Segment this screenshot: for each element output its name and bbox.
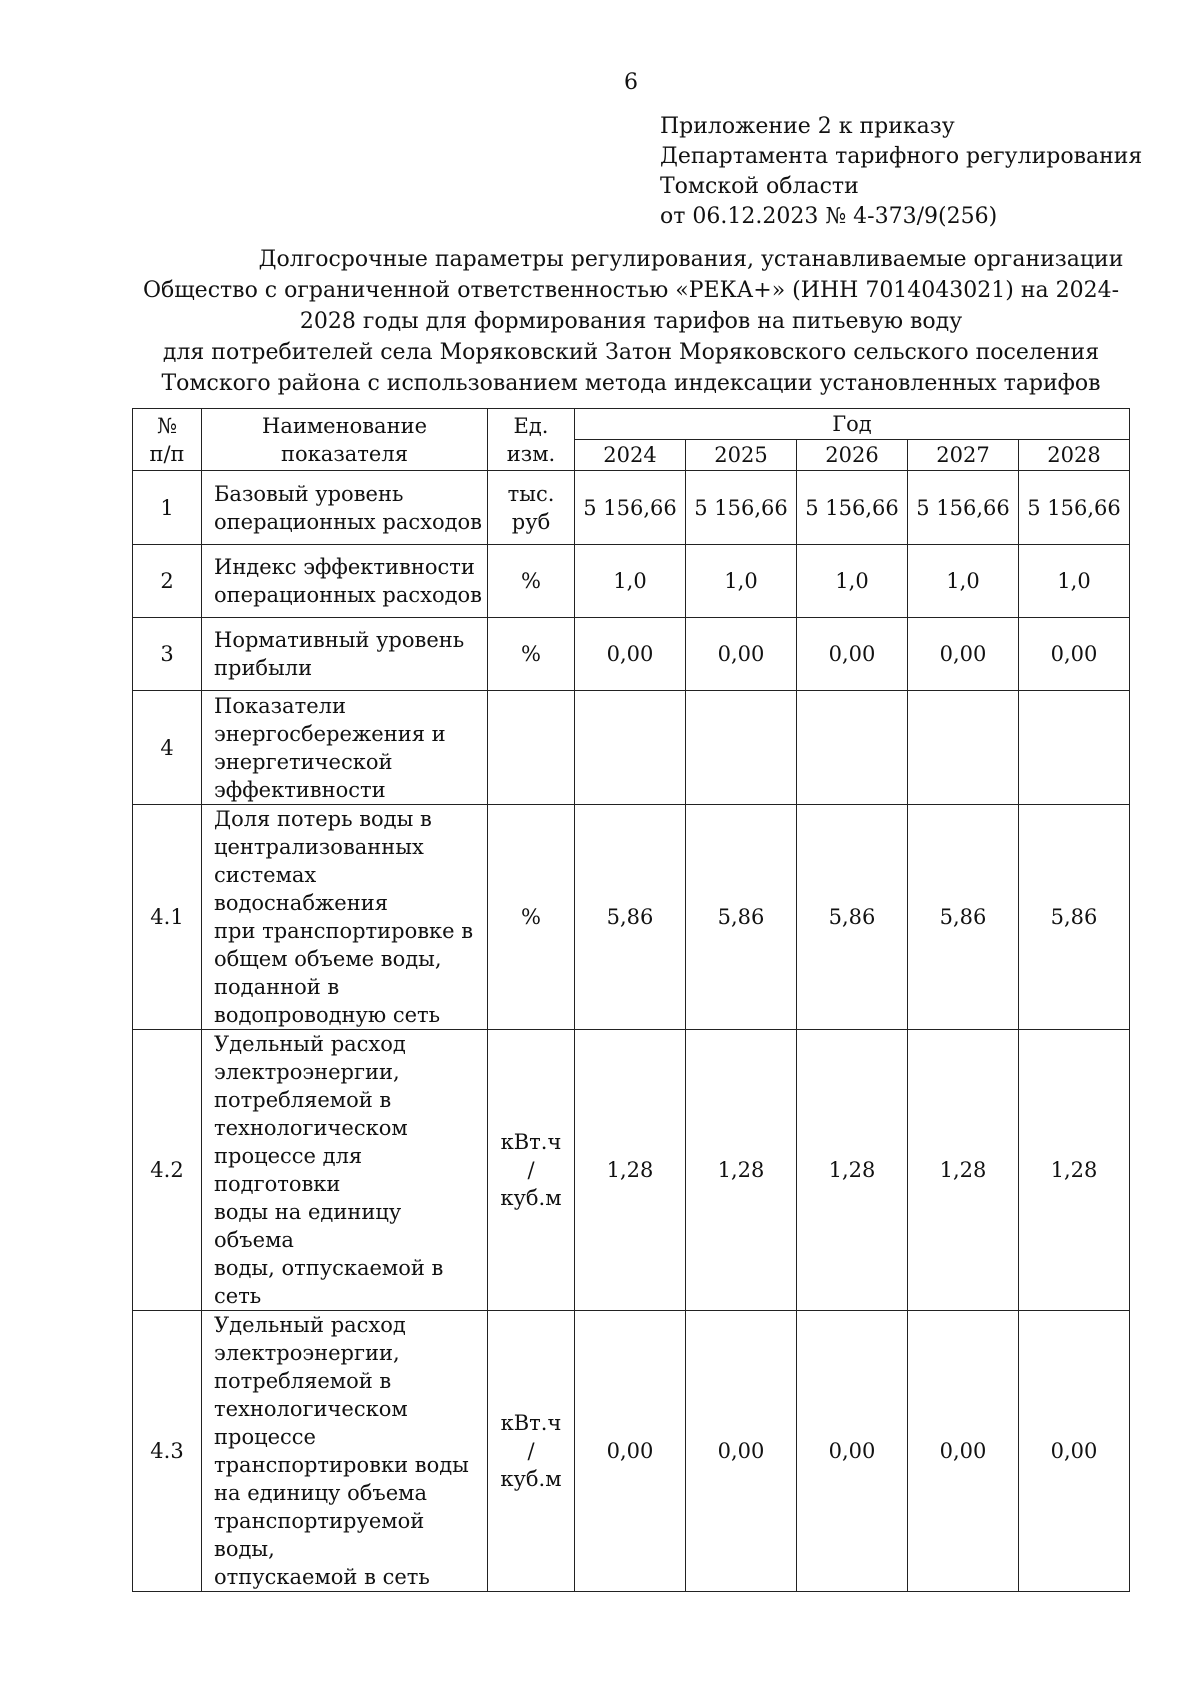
unit	[488, 805, 575, 1030]
unit	[488, 618, 575, 691]
indicator-name-line: транспортируемой воды,	[214, 1509, 425, 1561]
year-value: 5,86	[908, 805, 1019, 1030]
header-unit	[488, 409, 575, 471]
unit	[488, 691, 575, 805]
title-line: Томского района с использованием метода индексации установленных тарифов	[161, 371, 1101, 396]
table-row	[133, 1030, 1130, 1311]
appendix-header	[660, 112, 1142, 232]
table-row	[133, 805, 1130, 1030]
header-year: 2025	[686, 440, 797, 471]
title-line: Долгосрочные параметры регулирования, устанавливаемые организации	[258, 247, 1124, 272]
indicator-name-line: Удельный расход	[214, 1032, 406, 1056]
year-value: 1,28	[686, 1030, 797, 1311]
year-value: 1,28	[908, 1030, 1019, 1311]
indicator-name-line: водопроводную сеть	[214, 1003, 441, 1027]
year-value	[686, 691, 797, 805]
indicator-name	[202, 618, 488, 691]
unit-line: кВт.ч	[500, 1130, 562, 1154]
indicator-name-line: централизованных	[214, 835, 424, 859]
indicator-name-line: воды, отпускаемой в	[214, 1256, 444, 1280]
year-value: 0,00	[575, 1311, 686, 1592]
indicator-name-line: Индекс эффективности	[214, 555, 475, 579]
year-value: 0,00	[908, 618, 1019, 691]
header-year: 2027	[908, 440, 1019, 471]
indicator-name-line: процессе	[214, 1425, 316, 1449]
year-value: 0,00	[1019, 1311, 1130, 1592]
header-number-line1: №	[157, 413, 177, 438]
indicator-name-line: Нормативный уровень	[214, 628, 465, 652]
indicator-name-line: отпускаемой в сеть	[214, 1565, 430, 1589]
unit-line: тыс.	[507, 481, 555, 506]
title-line: Общество с ограниченной ответственностью «РЕКА+» (ИНН 7014043021) на 2024-	[142, 278, 1120, 303]
title-line: 2028 годы для формирования тарифов на питьевую воду	[299, 309, 963, 334]
unit	[488, 545, 575, 618]
unit-line: кВт.ч	[500, 1411, 562, 1435]
unit-line: %	[521, 642, 541, 666]
unit-line: руб	[511, 509, 551, 534]
indicator-name-line: технологическом	[214, 1397, 408, 1421]
header-name-line1: Наименование	[262, 413, 427, 438]
indicator-name-line: электроэнергии,	[214, 1060, 400, 1084]
unit-line: куб.м	[500, 1467, 562, 1491]
header-name-line2: показателя	[281, 441, 408, 466]
year-value	[797, 691, 908, 805]
indicator-name-line: поданной в	[214, 975, 340, 999]
indicator-name-line: электроэнергии,	[214, 1341, 400, 1365]
title-line: для потребителей села Моряковский Затон Моряковского сельского поселения	[162, 340, 1100, 365]
indicator-name-line: Базовый уровень	[214, 481, 404, 506]
year-value: 5 156,66	[797, 471, 908, 545]
year-value: 5 156,66	[908, 471, 1019, 545]
page-number: 6	[624, 70, 638, 95]
year-value: 0,00	[1019, 618, 1130, 691]
row-number: 4.2	[133, 1030, 202, 1311]
year-value: 0,00	[908, 1311, 1019, 1592]
indicator-name	[202, 471, 488, 545]
indicator-name-line: потребляемой в	[214, 1369, 392, 1393]
row-number: 4	[133, 691, 202, 805]
table-row	[133, 471, 1130, 545]
indicator-name-line: эффективности	[214, 777, 386, 802]
indicator-name-line: на единицу объема	[214, 1481, 428, 1505]
year-value	[1019, 691, 1130, 805]
header-number	[133, 409, 202, 471]
year-value	[908, 691, 1019, 805]
year-value: 5,86	[797, 805, 908, 1030]
indicator-name	[202, 805, 488, 1030]
indicator-name-line: прибыли	[214, 656, 313, 680]
year-value: 1,0	[908, 545, 1019, 618]
year-value: 1,0	[1019, 545, 1130, 618]
appendix-line: Департамента тарифного регулирования	[660, 144, 1143, 169]
row-number: 2	[133, 545, 202, 618]
indicator-name-line: при транспортировке в	[214, 919, 474, 943]
year-value	[575, 691, 686, 805]
year-value: 0,00	[797, 1311, 908, 1592]
year-value: 0,00	[575, 618, 686, 691]
appendix-line: от 06.12.2023 № 4-373/9(256)	[660, 204, 998, 229]
row-number: 4.3	[133, 1311, 202, 1592]
indicator-name-line: Показатели	[214, 693, 346, 718]
year-value: 5 156,66	[1019, 471, 1130, 545]
year-value: 1,28	[797, 1030, 908, 1311]
table-row	[133, 1311, 1130, 1592]
indicator-name-line: Удельный расход	[214, 1313, 406, 1337]
row-number: 3	[133, 618, 202, 691]
header-year: 2024	[575, 440, 686, 471]
header-year-group: Год	[575, 409, 1130, 440]
header-year: 2028	[1019, 440, 1130, 471]
indicator-name	[202, 691, 488, 805]
unit	[488, 1030, 575, 1311]
indicator-name-line: процессе для подготовки	[214, 1144, 363, 1196]
year-value: 1,28	[575, 1030, 686, 1311]
indicator-name-line: технологическом	[214, 1116, 408, 1140]
indicator-name-line: операционных расходов	[214, 509, 483, 534]
unit-line: %	[521, 905, 541, 929]
unit	[488, 471, 575, 545]
year-value: 0,00	[686, 1311, 797, 1592]
year-value: 5,86	[575, 805, 686, 1030]
document-title	[120, 244, 1142, 399]
header-unit-line2: изм.	[506, 441, 556, 466]
table-row	[133, 545, 1130, 618]
year-value: 5 156,66	[575, 471, 686, 545]
year-value: 5,86	[686, 805, 797, 1030]
year-value: 0,00	[797, 618, 908, 691]
indicator-name	[202, 1311, 488, 1592]
unit-line: /	[527, 1439, 535, 1463]
indicator-name-line: воды на единицу объема	[214, 1200, 402, 1252]
indicator-name-line: общем объеме воды,	[214, 947, 442, 971]
indicator-name-line: сеть	[214, 1284, 262, 1308]
year-value: 1,0	[575, 545, 686, 618]
year-value: 1,0	[797, 545, 908, 618]
indicator-name-line: энергосбережения и	[214, 721, 446, 746]
year-value: 1,0	[686, 545, 797, 618]
year-value: 5,86	[1019, 805, 1130, 1030]
unit	[488, 1311, 575, 1592]
indicator-name	[202, 1030, 488, 1311]
year-value: 0,00	[686, 618, 797, 691]
table-row	[133, 618, 1130, 691]
unit-line: %	[521, 569, 541, 593]
indicator-name-line: потребляемой в	[214, 1088, 392, 1112]
header-number-line2: п/п	[149, 441, 185, 466]
appendix-line: Томской области	[660, 174, 859, 199]
appendix-line: Приложение 2 к приказу	[660, 114, 955, 139]
indicator-name-line: системах водоснабжения	[214, 863, 388, 915]
parameters-table	[132, 408, 1130, 1592]
indicator-name-line: Доля потерь воды в	[214, 807, 432, 831]
row-number: 1	[133, 471, 202, 545]
unit-line: /	[527, 1158, 535, 1182]
year-value: 5 156,66	[686, 471, 797, 545]
header-year: 2026	[797, 440, 908, 471]
row-number: 4.1	[133, 805, 202, 1030]
indicator-name-line: операционных расходов	[214, 583, 483, 607]
header-unit-line1: Ед.	[513, 413, 549, 438]
table-row	[133, 691, 1130, 805]
indicator-name-line: транспортировки воды	[214, 1453, 469, 1477]
indicator-name	[202, 545, 488, 618]
indicator-name-line: энергетической	[214, 749, 393, 774]
year-value: 1,28	[1019, 1030, 1130, 1311]
header-name	[202, 409, 488, 471]
unit-line: куб.м	[500, 1186, 562, 1210]
